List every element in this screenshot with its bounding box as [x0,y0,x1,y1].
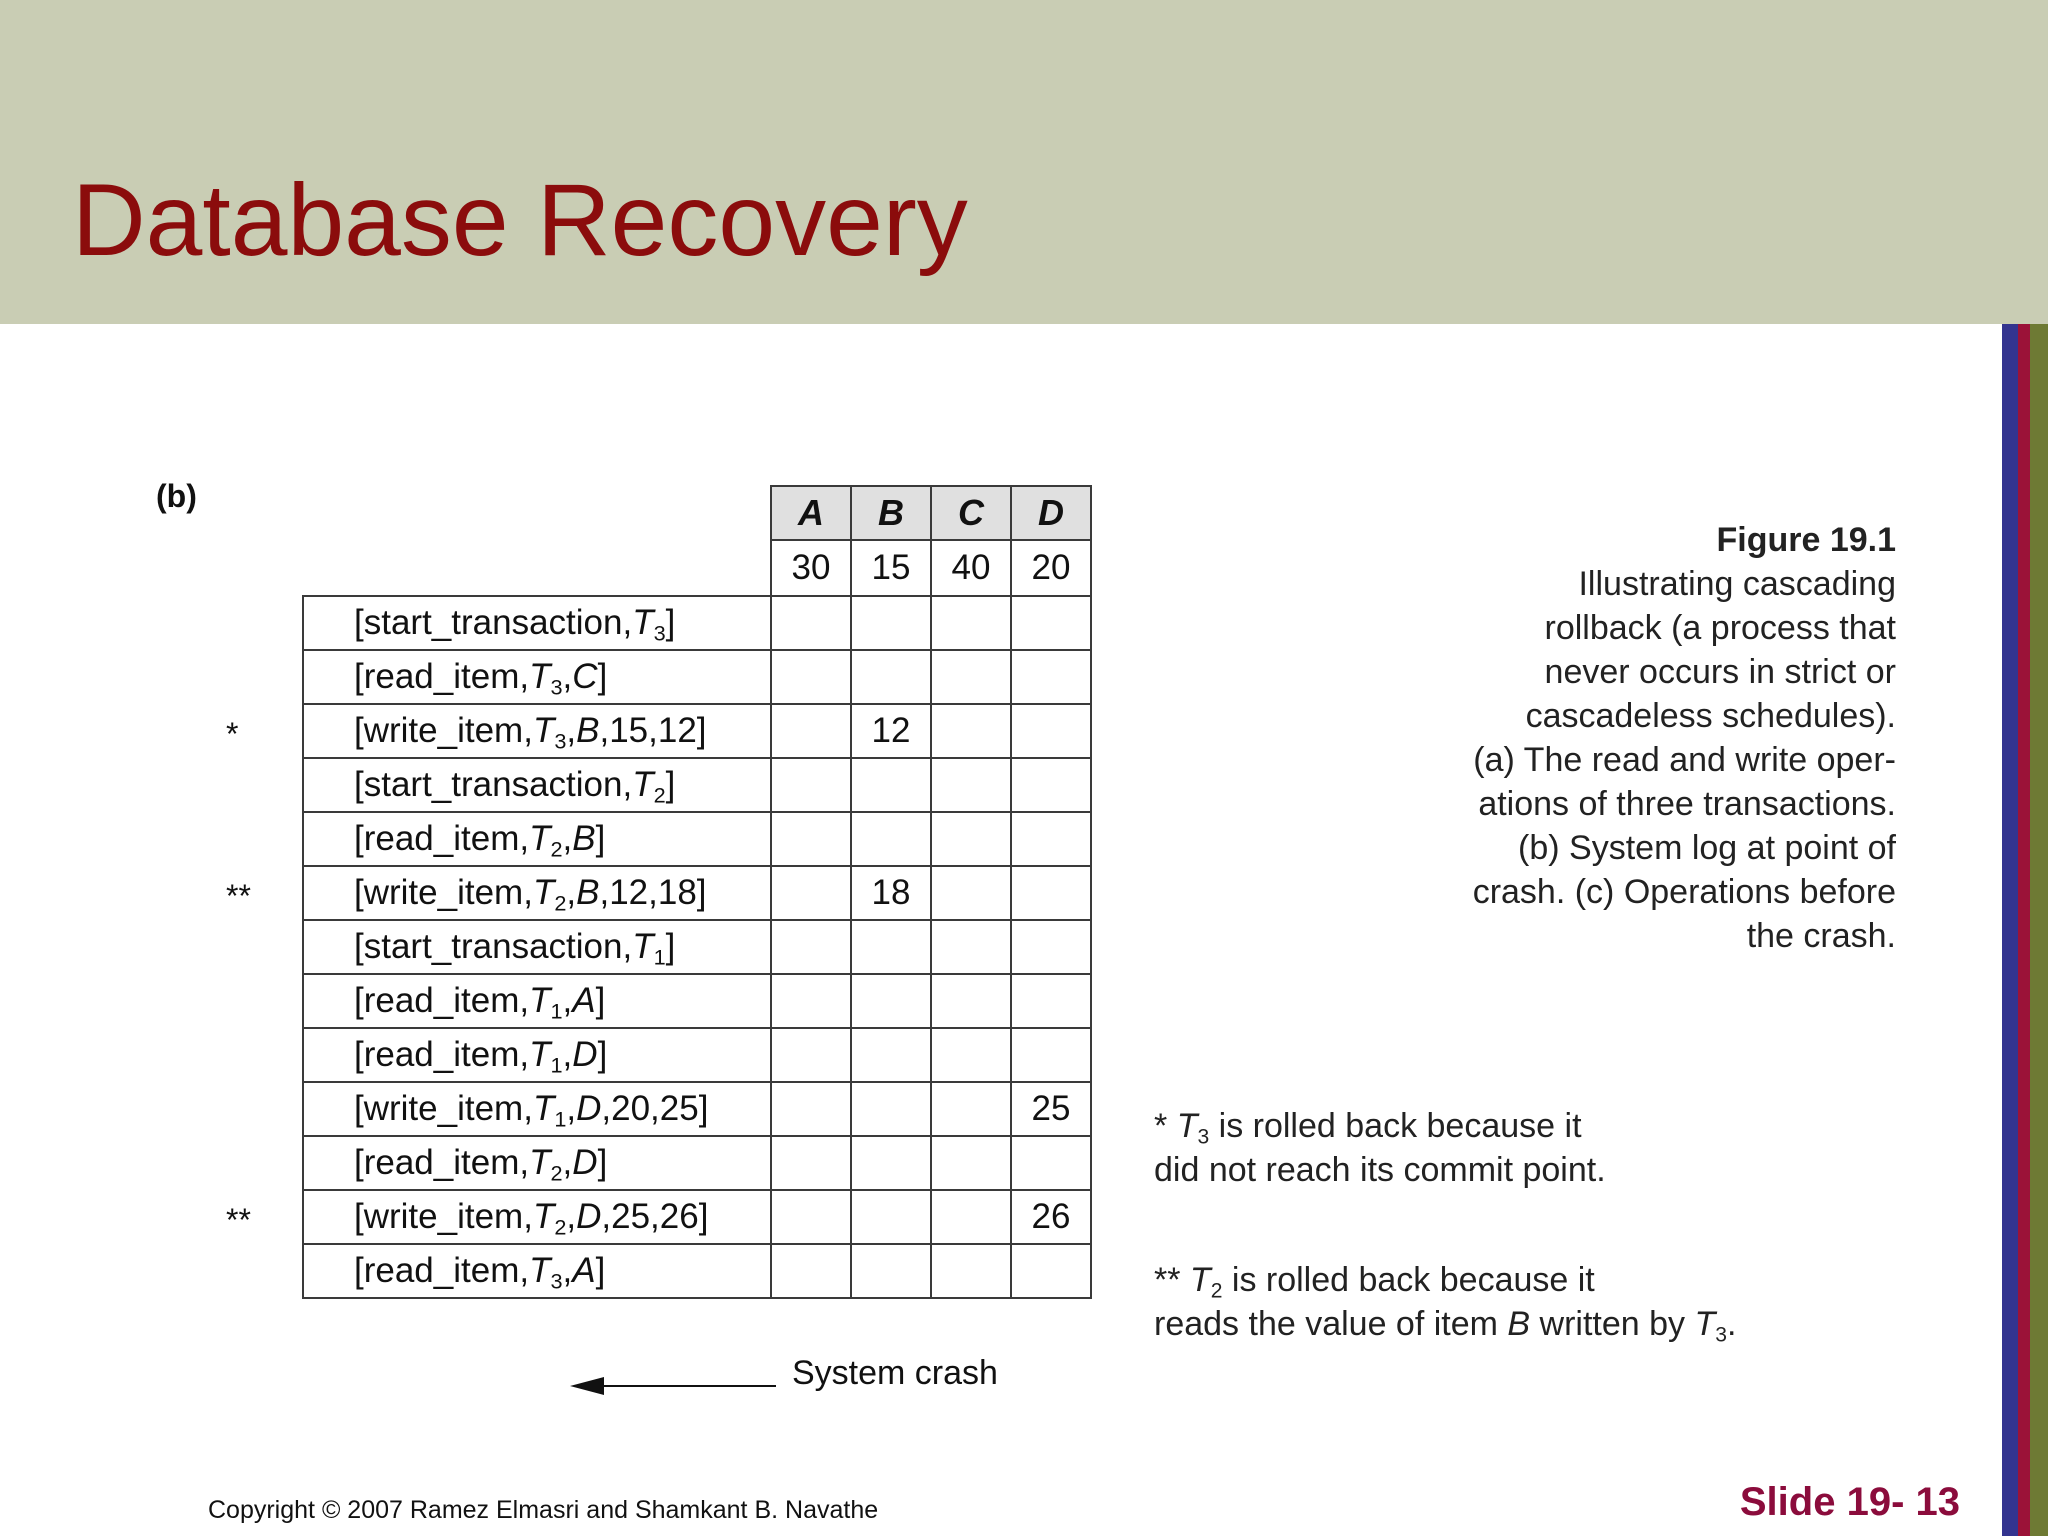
log-value-c [931,974,1011,1028]
figure-number: Figure 19.1 [1716,521,1896,559]
log-value-d: 25 [1011,1082,1091,1136]
log-value-d [1011,812,1091,866]
log-row [303,1244,1091,1298]
log-value-b [851,596,931,650]
log-value-d: 26 [1011,1190,1091,1244]
log-value-c [931,758,1011,812]
log-value-b [851,1082,931,1136]
rollback-mark: ** [226,1202,251,1238]
initial-value-d: 20 [1011,540,1091,596]
log-value-c [931,704,1011,758]
figure-caption-text: Illustrating cascading rollback (a process that never occurs in strict or cascadeless schedules). (a) The read and write oper- ations of three transactions. (b) System log at point of crash. (c) Operations before the crash. [1472,565,1896,955]
log-value-b [851,1244,931,1298]
figure-part-label: (b) [156,478,197,514]
log-value-c [931,812,1011,866]
log-value-a [771,866,851,920]
rollback-mark: ** [226,878,251,914]
log-value-c [931,596,1011,650]
log-value-a [771,1082,851,1136]
rollback-note-t2: ** $T_2$ is rolled back because it reads the value of item B written by $T_3$. [1154,1261,1737,1347]
initial-values-spacer [303,540,771,596]
slide-title: Database Recovery [72,163,968,277]
log-value-c [931,650,1011,704]
log-entry-label: $[read\_item,T_1,D]$ [303,1028,771,1082]
log-value-a [771,974,851,1028]
log-value-d [1011,704,1091,758]
initial-value-c: 40 [931,540,1011,596]
initial-value-b: 15 [851,540,931,596]
log-value-d [1011,1028,1091,1082]
log-value-b [851,758,931,812]
log-entry-label: $[start\_transaction,T_2]$ [303,758,771,812]
column-header-d: D [1011,486,1091,540]
log-value-d [1011,974,1091,1028]
log-value-a [771,704,851,758]
log-value-a [771,812,851,866]
copyright-text: Copyright © 2007 Ramez Elmasri and Shamkant B. Navathe [208,1496,879,1524]
log-value-c [931,1244,1011,1298]
log-value-b [851,1028,931,1082]
log-value-b [851,650,931,704]
log-value-d [1011,1136,1091,1190]
log-entry-label: $[start\_transaction,T_3]$ [303,596,771,650]
side-stripe-red [2018,324,2030,1536]
log-row [303,1136,1091,1190]
log-entry-label: $[write\_item,T_2,B,12,18]$ [303,866,771,920]
log-row [303,1082,1091,1136]
rollback-note-t3: * $T_3$ is rolled back because it did not reach its commit point. [1154,1107,1606,1189]
column-header-b: B [851,486,931,540]
log-value-a [771,1136,851,1190]
log-row [303,812,1091,866]
log-value-a [771,596,851,650]
log-entry-label: $[read\_item,T_2,B]$ [303,812,771,866]
system-crash-arrow-icon [570,1366,780,1406]
log-value-d [1011,596,1091,650]
log-value-b: 18 [851,866,931,920]
log-value-a [771,920,851,974]
log-row [303,1028,1091,1082]
log-row [303,758,1091,812]
title-banner [0,0,2048,324]
log-value-a [771,1190,851,1244]
log-entry-label: $[start\_transaction,T_1]$ [303,920,771,974]
log-entry-label: $[read\_item,T_3,C]$ [303,650,771,704]
log-value-a [771,1028,851,1082]
log-value-c [931,1190,1011,1244]
log-value-d [1011,1244,1091,1298]
log-value-d [1011,920,1091,974]
system-crash-label: System crash [792,1354,998,1392]
log-row [303,1190,1091,1244]
log-row [303,974,1091,1028]
side-stripe-blue [2002,324,2018,1536]
column-header-a: A [771,486,851,540]
rollback-mark: * [226,716,239,752]
log-value-b [851,920,931,974]
log-value-a [771,758,851,812]
log-entry-label: $[write\_item,T_3,B,15,12]$ [303,704,771,758]
log-row [303,650,1091,704]
column-header-c: C [931,486,1011,540]
log-value-c [931,1028,1011,1082]
log-row [303,866,1091,920]
log-value-c [931,920,1011,974]
log-entry-label: $[read\_item,T_2,D]$ [303,1136,771,1190]
log-entry-label: $[read\_item,T_1,A]$ [303,974,771,1028]
log-value-b: 12 [851,704,931,758]
log-value-b [851,1190,931,1244]
figure-caption [1376,518,1896,958]
log-value-c [931,1136,1011,1190]
log-value-d [1011,866,1091,920]
log-entry-label: $[write\_item,T_2,D,25,26]$ [303,1190,771,1244]
log-entry-label: $[write\_item,T_1,D,20,25]$ [303,1082,771,1136]
side-stripe-olive [2030,324,2048,1536]
log-row [303,596,1091,650]
slide-number: Slide 19- 13 [1739,1480,1960,1524]
log-value-b [851,974,931,1028]
table-corner [303,486,771,540]
log-value-c [931,866,1011,920]
log-value-c [931,1082,1011,1136]
log-value-a [771,650,851,704]
log-value-a [771,1244,851,1298]
system-log-table [302,485,1092,1299]
log-value-d [1011,650,1091,704]
log-value-d [1011,758,1091,812]
log-row [303,920,1091,974]
log-value-b [851,1136,931,1190]
log-value-b [851,812,931,866]
initial-value-a: 30 [771,540,851,596]
log-row [303,704,1091,758]
log-entry-label: $[read\_item,T_3,A]$ [303,1244,771,1298]
